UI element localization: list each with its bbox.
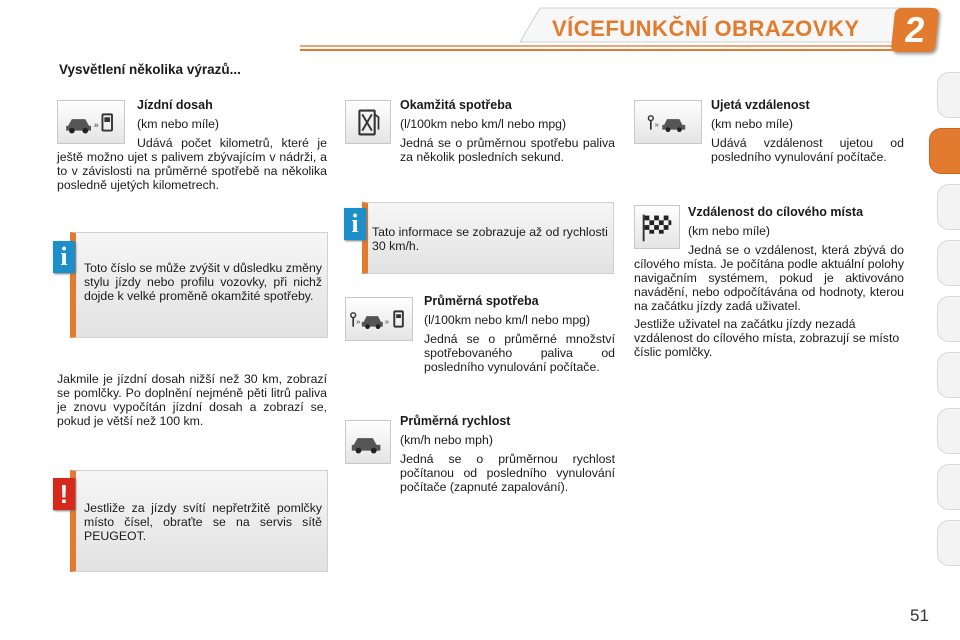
info-badge-2: i bbox=[344, 208, 366, 240]
range-text: Udává počet kilometrů, které je ještě možno ujet s palivem zbývajícím v nádrži, a to v závislosti na průměrné spotřebě na několika posledně ujetých kilometrech. bbox=[57, 136, 327, 192]
warning-badge: ! bbox=[53, 478, 75, 510]
info-note-range-text: Toto číslo se může zvýšit v důsledku změny stylu jízdy nebo profilu vozovky, při nichž dojde k velké proměně okamžité spotřeby. bbox=[84, 261, 322, 303]
avg-speed-text: Jedná se o průměrnou rychlost počítanou od posledního vynulování počítače (zapnuté zapalování). bbox=[400, 452, 615, 494]
destination-text: Jedná se o vzdálenost, která zbývá do cílového místa. Je počítána podle aktuální polohy navigačním systémem, pokud je aktivováno navádění, nebo odpočítávána od hodnoty, kterou na začátku jízdy zadá uživatel. bbox=[634, 243, 904, 313]
chapter-number: 2 bbox=[902, 9, 928, 50]
header-bar bbox=[0, 0, 960, 58]
instant-text: Jedná se o průměrnou spotřebu paliva za několik posledních sekund. bbox=[400, 136, 615, 164]
svg-text:»: » bbox=[356, 316, 361, 326]
side-tab-5[interactable] bbox=[937, 296, 960, 342]
info-badge-1: i bbox=[53, 241, 75, 273]
side-tab-1[interactable] bbox=[937, 72, 960, 118]
avg-speed-unit: (km/h nebo mph) bbox=[400, 433, 493, 447]
destination-title: Vzdálenost do cílového místa bbox=[688, 205, 864, 219]
instant-block bbox=[400, 98, 615, 164]
destination-unit: (km nebo míle) bbox=[688, 224, 771, 238]
distance-title: Ujetá vzdálenost bbox=[711, 98, 810, 112]
section-title: Vysvětlení několika výrazů... bbox=[59, 62, 241, 77]
avg-speed-icon-box bbox=[345, 420, 391, 464]
svg-text:»: » bbox=[654, 119, 659, 129]
avg-speed-title: Průměrná rychlost bbox=[400, 414, 511, 428]
destination-text-2: Jestliže uživatel na začátku jízdy nezadá vzdálenost do cílového místa, zobrazují se místo číslic pomlčky. bbox=[634, 317, 900, 359]
side-tab-3[interactable] bbox=[937, 184, 960, 230]
distance-text: Udává vzdálenost ujetou od posledního vynulování počítače. bbox=[711, 136, 904, 164]
instant-unit: (l/100km nebo km/l nebo mpg) bbox=[400, 117, 567, 131]
range-unit: (km nebo míle) bbox=[137, 117, 220, 131]
side-tab-active[interactable] bbox=[929, 128, 960, 174]
avg-consumption-title: Průměrná spotřeba bbox=[424, 294, 539, 308]
info-note-range bbox=[70, 232, 328, 338]
destination-block bbox=[634, 205, 904, 359]
side-tab-8[interactable] bbox=[937, 464, 960, 510]
info-note-instant-text: Tato informace se zobrazuje až od rychlosti 30 km/h. bbox=[372, 225, 608, 253]
avg-consumption-block bbox=[345, 294, 615, 374]
avg-consumption-unit: (l/100km nebo km/l nebo mpg) bbox=[424, 313, 591, 327]
header-title: VÍCEFUNKČNÍ OBRAZOVKY bbox=[552, 16, 860, 41]
instant-title: Okamžitá spotřeba bbox=[400, 98, 512, 112]
avg-consumption-text: Jedná se o průměrné množství spotřebovaného paliva od posledního vynulování počítače. bbox=[424, 332, 615, 374]
distance-block bbox=[634, 98, 904, 164]
side-tab-7[interactable] bbox=[937, 408, 960, 454]
warning-note-text: Jestliže za jízdy svítí nepřetržitě pomlčky místo čísel, obraťte se na servis sítě PEUGEOT. bbox=[84, 501, 322, 543]
range-block bbox=[57, 98, 327, 192]
page-number: 51 bbox=[910, 606, 929, 625]
chapter-badge bbox=[891, 8, 940, 52]
car-icon bbox=[346, 421, 390, 463]
instant-icon-box bbox=[345, 100, 391, 144]
avg-speed-block bbox=[400, 414, 615, 494]
side-tab-6[interactable] bbox=[937, 352, 960, 398]
distance-unit: (km nebo míle) bbox=[711, 117, 794, 131]
svg-text:»: » bbox=[93, 119, 99, 130]
svg-text:»: » bbox=[384, 316, 389, 326]
side-tab-4[interactable] bbox=[937, 240, 960, 286]
range-below-30-text: Jakmile je jízdní dosah nižší než 30 km, zobrazí se pomlčky. Po doplnění nejméně pěti litrů paliva je znovu vypočítán jízdní dosah a zobrazí se, pokud je větší než 100 km. bbox=[57, 372, 327, 428]
warning-note bbox=[70, 470, 328, 572]
range-title: Jízdní dosah bbox=[137, 98, 213, 112]
side-tab-9[interactable] bbox=[937, 520, 960, 566]
fuel-pump-icon bbox=[346, 101, 390, 143]
info-note-instant bbox=[362, 202, 614, 274]
